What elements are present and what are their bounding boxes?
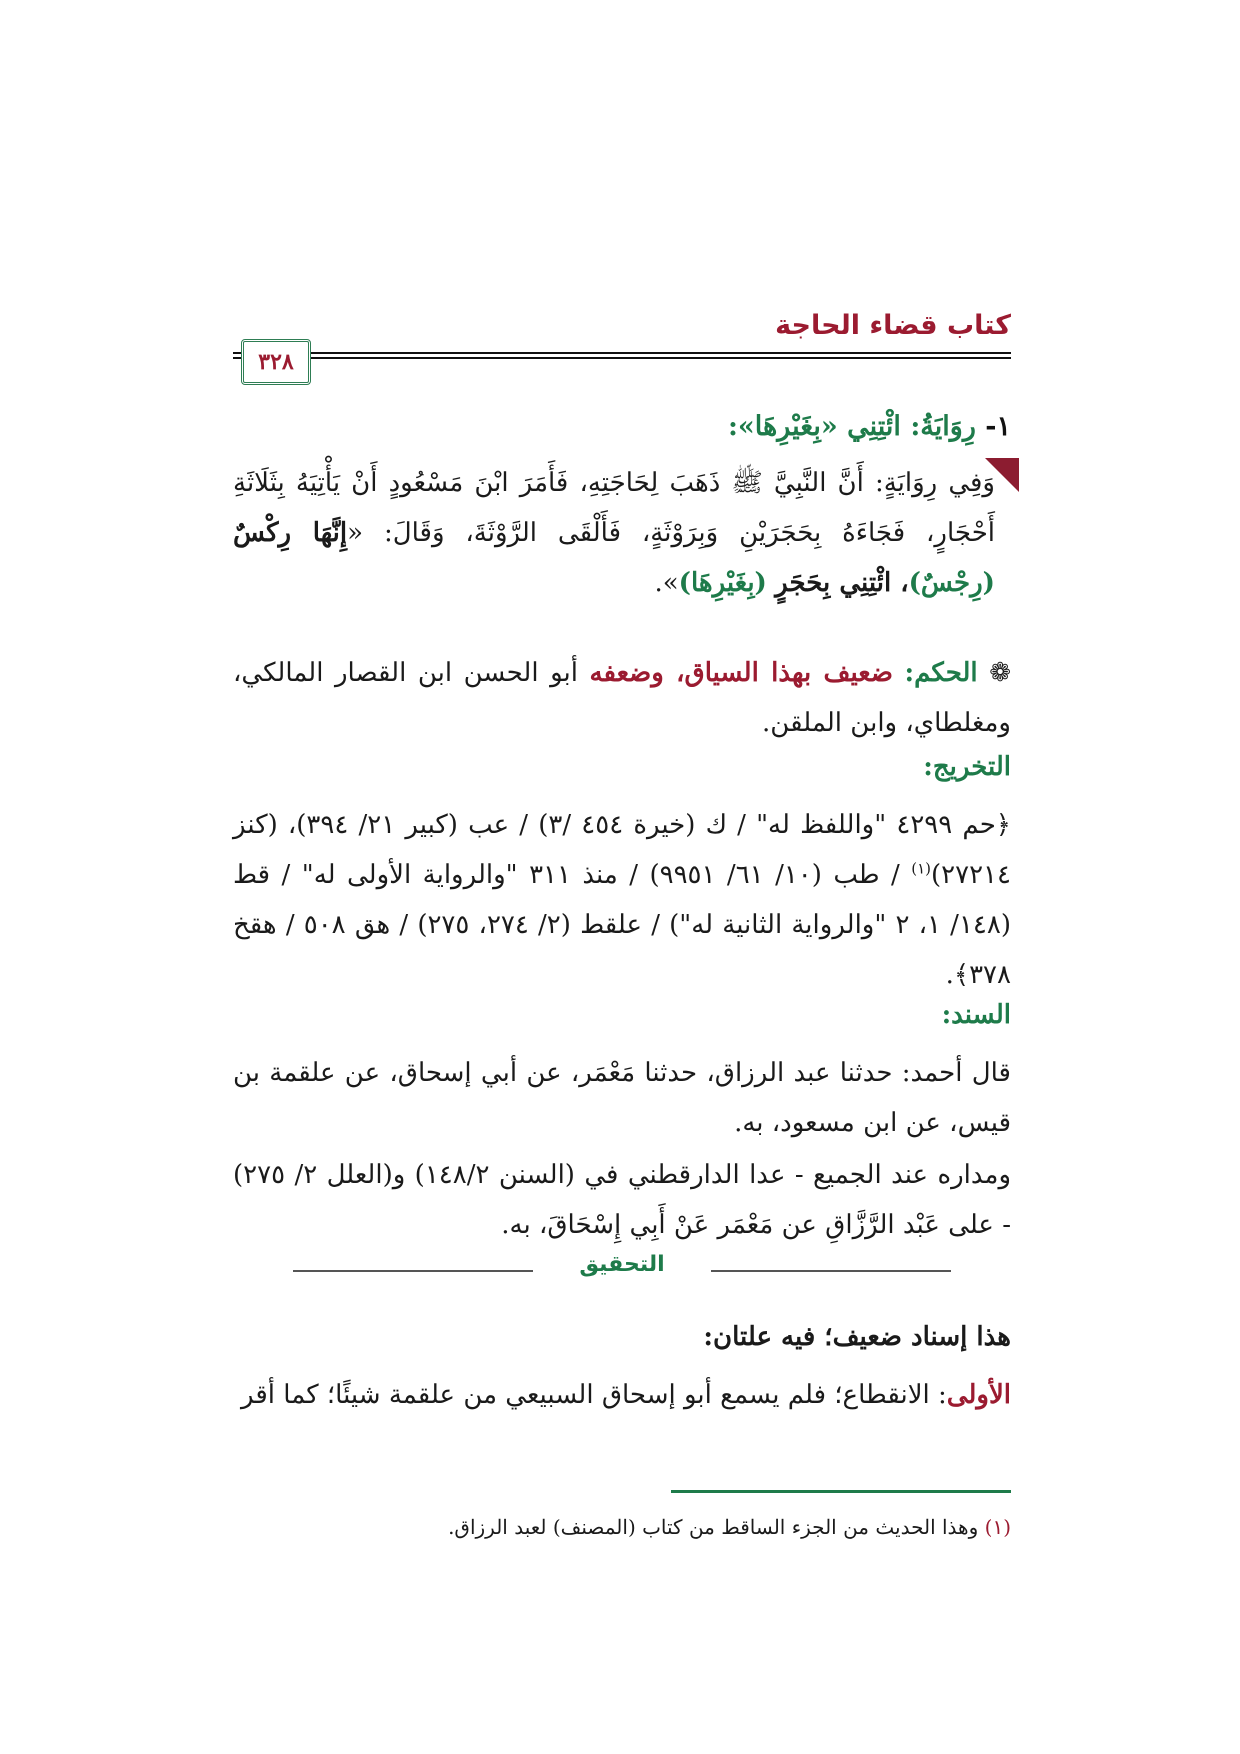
tahqiq-divider	[233, 1252, 1011, 1288]
ruling-label: الحكم:	[904, 658, 978, 688]
sanad-text: قال أحمد: حدثنا عبد الرزاق، حدثنا مَعْمَر، عن أبي إسحاق، عن علقمة بن قيس، عن ابن مسعود، به.	[233, 1058, 1011, 1138]
page-header	[233, 310, 1011, 390]
book-title: كتاب قضاء الحاجة	[775, 310, 1011, 341]
first-text: : الانقطاع؛ فلم يسمع أبو إسحاق السبيعي من علقمة شيئًا؛ كما أقر	[241, 1380, 947, 1410]
page	[233, 0, 1011, 1754]
footnote-ref[interactable]: (١)	[911, 859, 931, 878]
footnote-text: وهذا الحديث من الجزء الساقط من كتاب (المصنف) لعبد الرزاق.	[448, 1515, 979, 1539]
takhrij-heading: التخريج:	[923, 752, 1011, 782]
footnote-rule	[671, 1490, 1011, 1493]
tahqiq-heading: التحقيق	[579, 1252, 665, 1277]
tahqiq-intro: هذا إسناد ضعيف؛ فيه علتان:	[703, 1322, 1011, 1352]
takhrij-part: ﴿حم ٤٢٩٩ "واللفظ له" / ك (خيرة ٤٥٤ /٣) / عب (كبير ٢١/ ٣٩٤)، (كنز ٢٧٢١٤)	[233, 810, 1011, 890]
madar-text: ومداره عند الجميع - عدا الدارقطني في (السنن ١٤٨/٢) و(العلل ٢/ ٢٧٥) - على عَبْد الرَّزَّاقِ عن مَعْمَر عَنْ أَبِي إِسْحَاقَ، به.	[233, 1160, 1011, 1240]
hadith-bold: ، ائْتِنِي بِحَجَرٍ	[775, 568, 909, 598]
header-rule	[233, 352, 1011, 354]
hadith-end: ».	[654, 568, 679, 598]
first-label: الأولى	[946, 1380, 1011, 1410]
section-title	[233, 402, 1011, 452]
section-number: ١-	[985, 411, 1011, 442]
takhrij-part: / طب (١٠/ ٦١/ ٩٩٥١) / منذ ٣١١ "والرواية الأولى له" / قط (١٤٨/ ١، ٢ "والرواية الثانية له") / علقط (٢/ ٢٧٤، ٢٧٥) / هق ٥٠٨ / هقخ ٣٧٨﴾.	[233, 860, 1011, 990]
hadith-part: وَفِي رِوَايَةٍ: أَنَّ النَّبِيَّ ﷺ ذَهَبَ لِحَاجَتِهِ، فَأَمَرَ ابْنَ مَسْعُودٍ أَنْ يَأْتِيَهُ بِثَلَاثَةِ أَحْجَارٍ، فَجَاءَهُ بِحَجَرَيْنِ وَبِرَوْثَةٍ، فَأَلْقَى الرَّوْثَةَ، وَقَالَ: «	[233, 468, 995, 548]
ruling-text: أبو الحسن ابن القصار المالكي، ومغلطاي، وابن الملقن.	[233, 658, 1011, 738]
tahqiq-first	[233, 1370, 1011, 1420]
flower-icon: ❁	[989, 658, 1012, 688]
footnote-number: (١)	[984, 1515, 1011, 1539]
sanad-heading: السند:	[941, 1000, 1011, 1030]
hadith-variant: (بِغَيْرِهَا)	[678, 568, 767, 598]
hadith-variant: (رِجْسٌ)	[908, 568, 995, 598]
hadith-bold: إِنَّهَا رِكْسٌ	[233, 518, 348, 548]
takhrij-text	[233, 800, 1011, 1000]
hadith-text	[233, 458, 1011, 608]
page-number: ٣٢٨	[258, 349, 294, 375]
header-rule-double	[233, 357, 1011, 359]
ruling-grade: ضعيف بهذا السياق، وضعفه	[589, 658, 893, 688]
footnote	[233, 1510, 1011, 1544]
page-number-box	[241, 339, 311, 385]
section-title-text: رِوَايَةُ: ائْتِنِي «بِغَيْرِهَا»:	[727, 411, 976, 442]
ruling	[233, 648, 1011, 748]
